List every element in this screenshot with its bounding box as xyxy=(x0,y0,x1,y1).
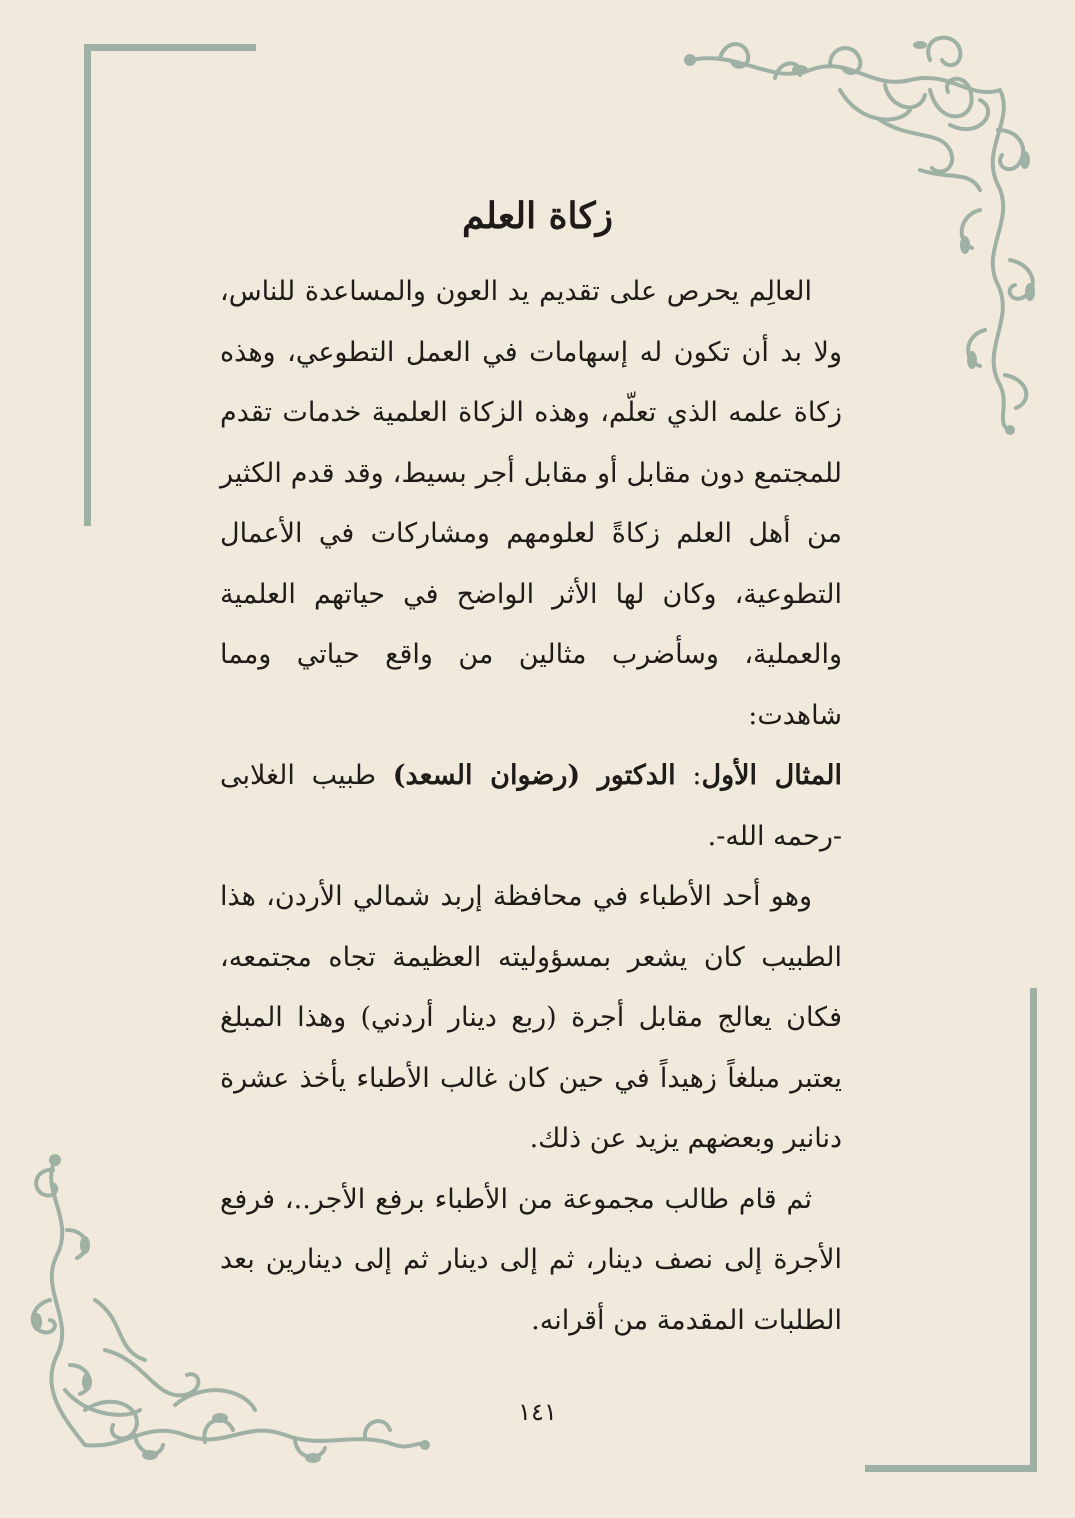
paragraph-intro: العالِم يحرص على تقديم يد العون والمساعدة للناس، ولا بد أن تكون له إسهامات في العمل التطوعي، وهذه زكاة علمه الذي تعلّم، وهذه الزكاة العلمية خدمات تقدم للمجتمع دون مقابل أو مقابل أجر بسيط، وقد قدم الكثير من أهل العلم زكاةً لعلومهم ومشاركات في الأعمال التطوعية، وكان لها الأثر الواضح في حياتهم العلمية والعملية، وسأضرب مثالين من واقع حياتي ومما شاهدت: xyxy=(220,276,842,731)
example-description: طبيب الغلابى -رحمه الله-. xyxy=(220,760,842,852)
example-doctor-name: الدكتور (رضوان السعد) xyxy=(392,760,676,791)
frame-corner-top-left-horizontal xyxy=(84,44,256,51)
example-label: المثال الأول xyxy=(701,760,842,791)
frame-corner-bottom-right-horizontal xyxy=(865,1465,1037,1472)
paragraph-fee-raise: ثم قام طالب مجموعة من الأطباء برفع الأجر..، فرفع الأجرة إلى نصف دينار، ثم إلى دينار ثم إلى دينارين بعد الطلبات المقدمة من أقرانه. xyxy=(220,1183,842,1336)
page-number: ١٤١ xyxy=(518,1398,557,1426)
frame-corner-top-left-vertical xyxy=(84,44,91,526)
example-separator: : xyxy=(675,760,702,791)
page-title: زكاة العلم xyxy=(461,195,614,237)
page-body xyxy=(220,262,842,1351)
paragraph-doctor: وهو أحد الأطباء في محافظة إربد شمالي الأردن، هذا الطبيب كان يشعر بمسؤوليته العظيمة تجاه مجتمعه، فكان يعالج مقابل أجرة (ربع دينار أردني) وهذا المبلغ يعتبر مبلغاً زهيداً في حين كان غالب الأطباء يأخذ عشرة دنانير وبعضهم يزيد عن ذلك. xyxy=(220,881,842,1154)
example-heading xyxy=(220,746,842,867)
